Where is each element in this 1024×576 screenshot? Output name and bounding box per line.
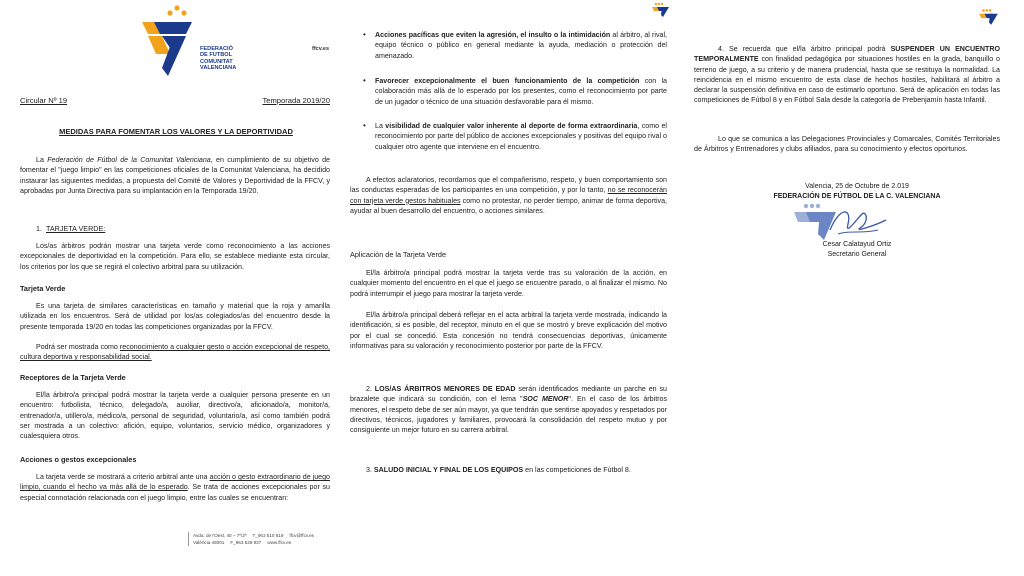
footer-phone: T_963 510 619 <box>252 533 284 538</box>
footer-address-1: Avda. de l'Oest, 40 – 7º/2ª <box>193 533 247 538</box>
paragraph-comunica: Lo que se comunica a las Delegaciones Provinciales y Comarcales, Comités Territoriales de Árbitros y Entrenadores y clubs afiliados, para su conocimiento y efectos oportunos. <box>694 135 1000 154</box>
document-page-1 <box>0 0 345 576</box>
heading-aplicacion: Aplicación de la Tarjeta Verde <box>350 250 447 259</box>
heading-tarjeta-verde: Tarjeta Verde <box>20 284 66 293</box>
bullet-icon: • <box>363 30 366 39</box>
paragraph-mostrada: Podrá ser mostrada como reconocimiento a cualquier gesto o acción excepcional de respeto, cultura deportiva y responsabilidad social. <box>20 343 330 362</box>
bullet-visibilidad: La visibilidad de cualquier valor inherente al deporte de forma extraordinaria, como el reconocimiento por parte del público de acciones excepcionales y positivas del equipo rival o cualquier otro agente que interviene en el encuentro. <box>375 122 667 151</box>
footer-address-2: València 46001 <box>193 540 225 545</box>
paragraph-suspender: 4. Se recuerda que el/la árbitro principal podrá SUSPENDER UN ENCUENTRO TEMPORALMENTE con finalidad pedagógica por situaciones hostiles en la grada, banquillo o terreno de juego, a su criterio y de manera prudencial, hasta que se restituya la normalidad. La reincidencia en el mismo encuentro de esta clase de hechos hostiles, habilitará al árbitro a declarar la suspensión definitiva en caso de estimarlo oportuno. Será de aplicación en todas las competiciones de Fútbol 8 y en Fútbol Sala desde la categoría de Prebenjamín hasta Infantil. <box>694 45 1000 105</box>
paragraph-receptores: El/la árbitro/a principal podrá mostrar la tarjeta verde a cualquier persona presente en un encuentro: futbolista, técnico, delegado/a, auxiliar, directivo/a, aficionado/a, monitor/a, entrenador/a, utillero/a, médico/a, personal de seguridad, voluntario/a, así como también podrá ser mostrada a un colectivo: afición, equipo, voluntarios, servicio médico, organizadores y cualesquiera otros. <box>20 391 330 441</box>
paragraph-aplicacion-2: El/la árbitro/a principal deberá reflejar en el acta arbitral la tarjeta verde mostrada, indicando la identificación, si es posible, del receptor, minuto en el que se mostró y breve explicación del motivo por el cual se concedió. Esta concesión no tendrá consecuencias deportivas, únicamente informativas para su valoración y reconocimiento posterior por parte de la FFCV. <box>350 311 667 350</box>
section-3-saludo: 3. SALUDO INICIAL Y FINAL DE LOS EQUIPOS en las competiciones de Fútbol 8. <box>366 466 631 474</box>
paragraph-aplicacion-1: El/la árbitro/a principal podrá mostrar la tarjeta verde tras su valoración de la acción, en cualquier momento del encuentro en el que el juego se encuentre parado, o al finalizar el mismo. No podrá interrumpir el juego para mostrar la tarjeta verde. <box>350 269 667 298</box>
document-title: MEDIDAS PARA FOMENTAR LOS VALORES Y LA DEPORTIVIDAD <box>59 127 293 136</box>
paragraph-similar: Es una tarjeta de similares características en tamaño y material que la roja y amarilla utilizada en los encuentros. Será de utilidad por los/as colegiados/as del encuentro desde la presente temporada 19/20 en todas las competiciones organizadas por la FFCV. <box>20 302 330 331</box>
logo-text-line2: DE FUTBOL <box>200 52 233 59</box>
season: Temporada 2019/20 <box>262 96 330 105</box>
ffcv-logo <box>140 4 236 80</box>
footer-web: www.ffcv.es <box>267 540 292 545</box>
signer-role: Secretario General <box>827 250 887 258</box>
signature-organization: FEDERACIÓN DE FÚTBOL DE LA C. VALENCIANA <box>773 192 941 200</box>
document-page-2 <box>345 0 682 576</box>
small-logo-icon <box>978 8 1000 26</box>
section-2-menores: 2. LOS/AS ÁRBITROS MENORES DE EDAD serán identificados mediante un parche en su brazalete que indicará su condición, con el lema "SOC MENOR". En el caso de los árbitros menores, el respeto debe de ser aún mayor, ya que tendrán que sentirse apoyados y respetados por directivos, técnicos, jugadores y familiares, provocará la consolidación del respeto mutuo y por consiguiente un mejor futuro en su carrera arbitral. <box>350 385 668 435</box>
section-1-heading: 1. TARJETA VERDE: <box>36 224 106 233</box>
paragraph-arbitros: Los/as árbitros podrán mostrar una tarjeta verde como reconocimiento a las acciones excepcionales de deportividad en la competición. Para ello, se establece mediante esta circular, los criterios por los que se regirá el colectivo arbitral para su utilización. <box>20 242 330 271</box>
signer-name: Cesar Calatayud Ortiz <box>822 241 892 248</box>
circular-number: Circular Nº 19 <box>20 96 68 105</box>
logo-text-line4: VALENCIANA <box>200 64 237 71</box>
web-address: ffcv.es <box>312 46 330 52</box>
signature-block <box>772 182 942 201</box>
bullet-acciones-pacificas: Acciones pacíficas que eviten la agresión, el insulto o la intimidación al árbitro, al rival, equipo técnico o público en general mediante la ayuda, mediación o protección del amenazado. <box>375 31 668 60</box>
intro-paragraph: La Federación de Fútbol de la Comunitat Valenciana, en cumplimiento de su objetivo de fomentar el "juego limpio" en las competiciones oficiales de la Comunitat Valenciana, ha decidido instaurar las siguientes medidas, a propuesta del Comité de Valores y Deportividad de la FFCV, y aprobadas por Junta Directiva para su implantación en la Temporada 19/20. <box>20 156 330 195</box>
small-logo-icon <box>651 2 671 18</box>
signature-date: Valencia, 25 de Octubre de 2.019 <box>805 183 909 190</box>
paragraph-criterio: La tarjeta verde se mostrará a criterio arbitral ante una acción o gesto extraordinario de juego limpio, cuando el hecho va más allá de lo esperado. Se trata de acciones excepcionales por su especial connotación relacionada con el juego limpio, entre las cuales se encuentran: <box>20 473 331 502</box>
footer-fax: F_963 529 937 <box>230 540 262 545</box>
signature-stamp-icon <box>790 200 890 244</box>
stars-icon <box>162 4 192 18</box>
paragraph-efectos: A efectos aclaratorios, recordamos que el compañerismo, respeto, y buen comportamiento son las conductas esperadas de los participantes en una competición, y por lo tanto, no se reconocerán con tarjeta verde gestos habituales como no protestar, no perder tiempo, animar de forma deportiva, ayudar al buen desarrollo del encuentro, o acciones similares. <box>350 176 668 215</box>
footer-email: ffcv@ffcv.es <box>289 533 314 538</box>
document-page-3 <box>682 0 1024 576</box>
fff-logo-icon <box>140 18 198 80</box>
logo-text-line3: COMUNITAT <box>200 58 233 65</box>
bullet-favorecer: Favorecer excepcionalmente el buen funcionamiento de la competición con la colaboración más allá de lo esperado por los presentes, como el reconocimiento por parte de un jugador o técnico de una situación desfavorable para él mismo. <box>375 77 667 106</box>
logo-text-line1: FEDERACIÓ <box>200 46 233 52</box>
heading-receptores: Receptores de la Tarjeta Verde <box>20 373 126 382</box>
footer <box>188 532 343 546</box>
bullet-icon: • <box>363 76 366 85</box>
bullet-icon: • <box>363 121 366 130</box>
heading-acciones: Acciones o gestos excepcionales <box>20 455 137 464</box>
